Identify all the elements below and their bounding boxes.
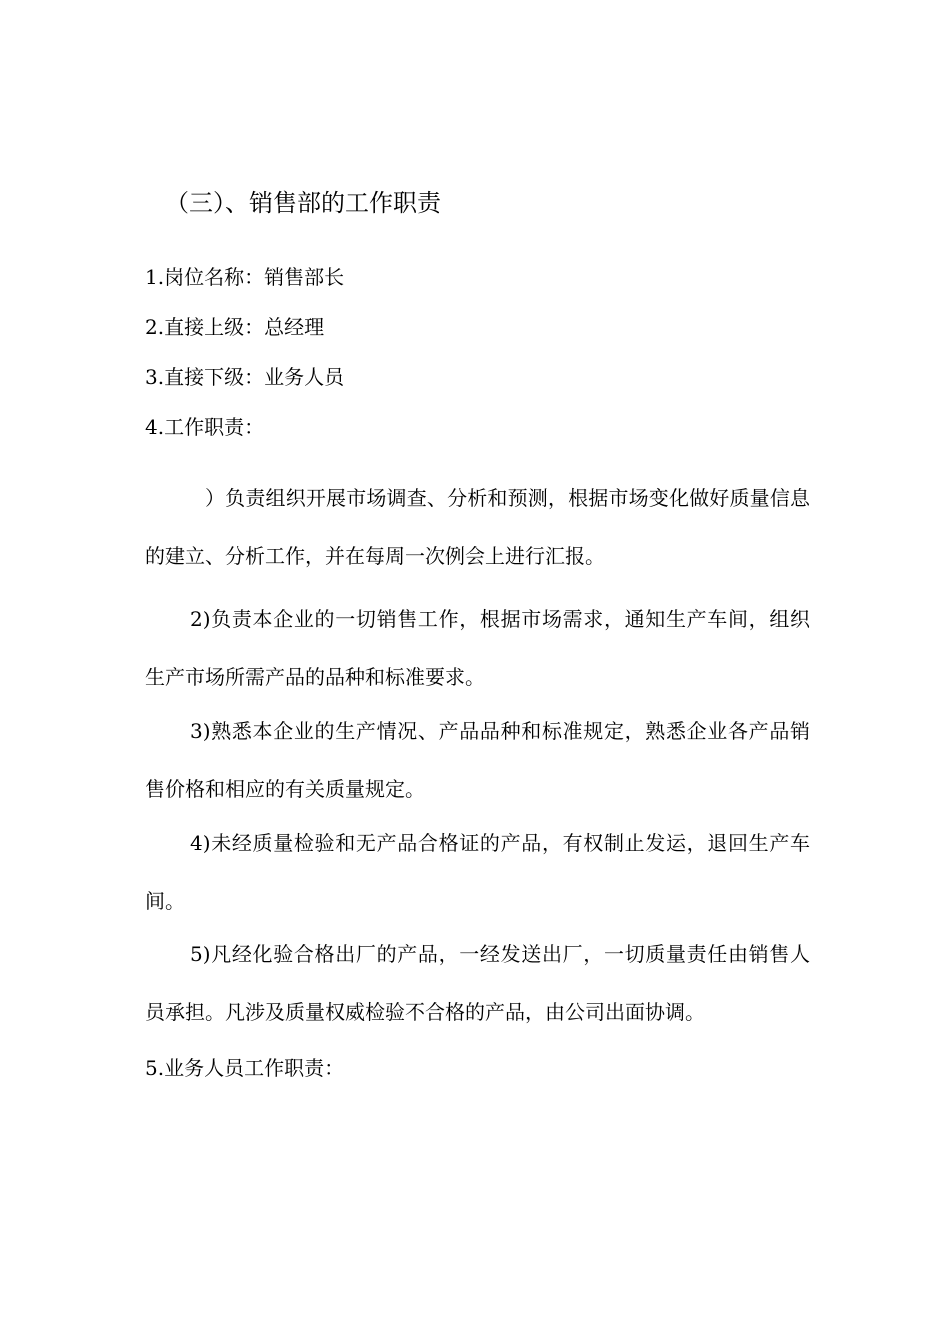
section-heading: （三）、销售部的工作职责: [165, 189, 441, 217]
duty-item-4: 4)未经质量检验和无产品合格证的产品，有权制止发运，退回生产车间。: [145, 831, 810, 913]
duties-title-line: 4.工作职责：: [145, 415, 265, 439]
direct-subordinate-line: 3.直接下级：业务人员: [145, 365, 345, 389]
duty-item-3: 3)熟悉本企业的生产情况、产品品种和标准规定，熟悉企业各产品销售价格和相应的有关质量规定。: [145, 719, 810, 801]
duty-item-1: ）负责组织开展市场调查、分析和预测，根据市场变化做好质量信息的建立、分析工作，并在每周一次例会上进行汇报。: [145, 486, 810, 568]
position-name-line: 1.岗位名称：销售部长: [145, 265, 345, 289]
staff-duties-title-line: 5.业务人员工作职责：: [145, 1056, 345, 1080]
direct-superior-line: 2.直接上级：总经理: [145, 315, 325, 339]
duty-item-2: 2)负责本企业的一切销售工作，根据市场需求，通知生产车间，组织生产市场所需产品的品种和标准要求。: [145, 607, 810, 689]
duty-item-5: 5)凡经化验合格出厂的产品，一经发送出厂，一切质量责任由销售人员承担。凡涉及质量权威检验不合格的产品，由公司出面协调。: [145, 942, 810, 1024]
